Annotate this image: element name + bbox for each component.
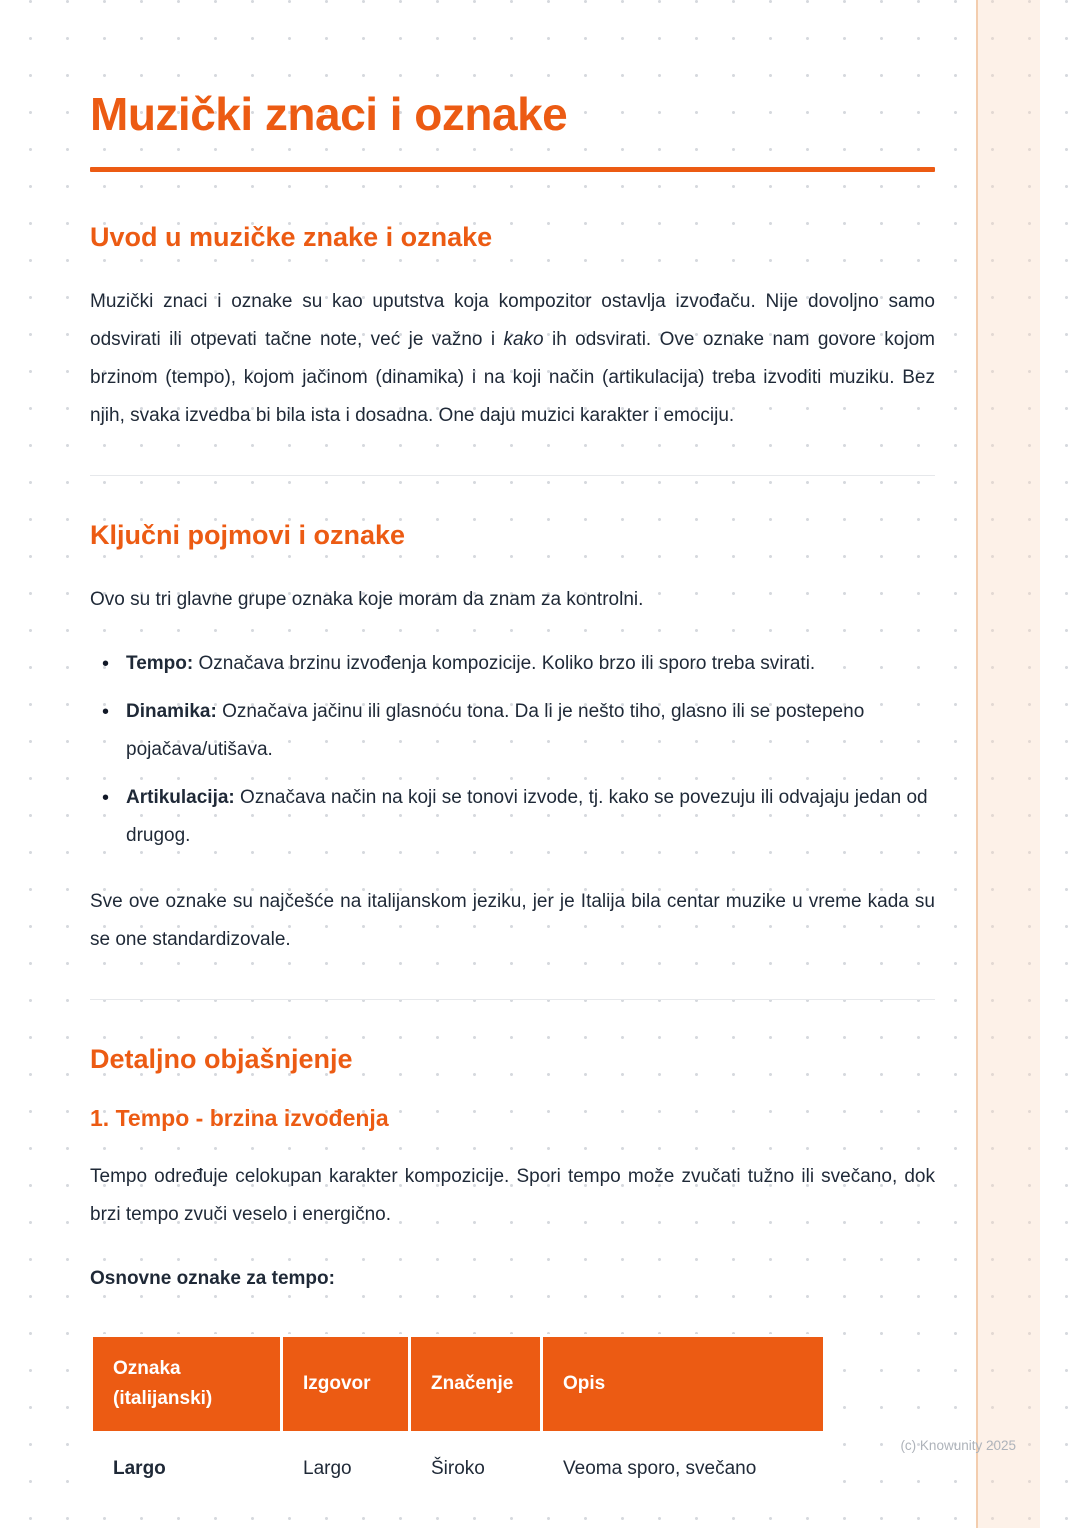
list-item-tempo [126,645,935,683]
list-item-dinamika [126,693,935,769]
section-heading-detail: Detaljno objašnjenje [90,1043,353,1074]
tempo-paragraph: Tempo određuje celokupan karakter kompozicije. Spori tempo može zvučati tužno ili svečano, dok brzi tempo zvuči veselo i energično. [90,1165,935,1225]
section-heading-key-terms: Ključni pojmovi i oznake [90,519,406,550]
section-divider [90,999,935,1000]
table-label: Osnovne oznake za tempo: [90,1267,335,1289]
term-text: Označava način na koji se tonovi izvode, tj. kako se povezuju ili odvajaju jedan od drugog. [126,786,928,846]
section-heading-intro: Uvod u muzičke znake i oznake [90,221,493,252]
side-stripe [976,0,1040,1528]
term-text: Označava brzinu izvođenja kompozicije. Koliko brzo ili sporo treba svirati. [193,652,816,674]
intro-text-after: ih odsvirati. Ove oznake nam govore kojom brzinom (tempo), kojom jačinom (dinamika) i na koji način (artikulacija) treba izvoditi muziku. Bez njih, svaka izvedba bi bila ista i dosadna. One daju muzici karakter i emociju. [90,328,935,426]
key-terms-intro: Ovo su tri glavne grupe oznaka koje moram da znam za kontrolni. [90,588,644,610]
term-label: Tempo: [126,652,194,674]
term-text: Označava jačinu ili glasnoću tona. Da li je nešto tiho, glasno ili se postepeno pojačava/utišava. [126,700,865,760]
copyright-footer: (c) Knowunity 2025 [900,1438,1016,1453]
key-terms-list [90,645,935,855]
table-cell-izgovor: Largo [282,1432,410,1505]
intro-paragraph [90,283,935,435]
subsection-heading-tempo: 1. Tempo - brzina izvođenja [90,1104,389,1131]
table-cell-znacenje: Široko [410,1432,542,1505]
table-header-oznaka: Oznaka (italijanski) [92,1335,282,1432]
table-header-izgovor: Izgovor [282,1335,410,1432]
list-item-artikulacija [126,779,935,855]
title-rule [90,167,935,172]
intro-text-before: Muzički znaci i oznake su kao uputstva koja kompozitor ostavlja izvođaču. Nije dovoljno samo odsvirati ili otpevati tačne note, već je važno i [90,290,935,350]
table-header-opis: Opis [542,1335,825,1432]
section-divider [90,475,935,476]
italic-word: kako [503,328,544,350]
term-label: Dinamika: [126,700,217,722]
page-title: Muzički znaci i oznake [90,88,568,140]
table-header-row [92,1335,825,1432]
term-label: Artikulacija: [126,786,235,808]
table-row [92,1432,825,1505]
table-header-znacenje: Značenje [410,1335,542,1432]
table-cell-oznaka: Largo [92,1432,282,1505]
key-terms-outro: Sve ove oznake su najčešće na italijanskom jeziku, jer je Italija bila centar muzike u vreme kada su se one standardizovale. [90,890,935,950]
tempo-table [90,1334,826,1507]
page-content [90,88,935,1507]
table-cell-opis: Veoma sporo, svečano [542,1432,825,1505]
